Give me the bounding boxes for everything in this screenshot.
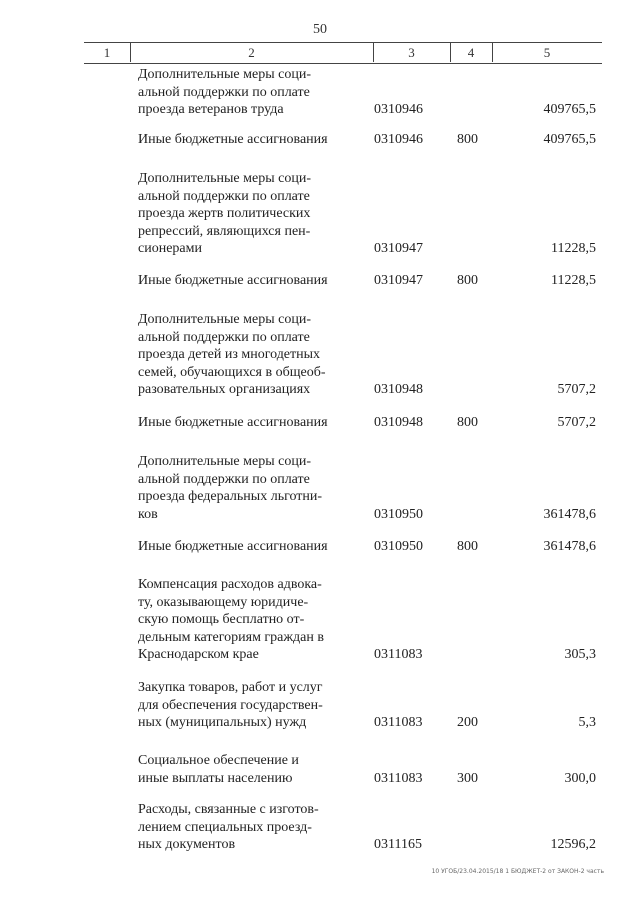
row-code: 0310950: [374, 539, 423, 554]
row-amount: 305,3: [564, 647, 596, 663]
description-line: Дополнительные меры соци-: [138, 171, 311, 186]
row-code: 0311083: [374, 715, 423, 731]
row-amount: 5,3: [578, 715, 596, 731]
row-expense-type: 800: [457, 273, 478, 288]
row-description: [138, 131, 346, 149]
description-line: Иные бюджетные ассигнования: [138, 415, 328, 430]
row-amount: 11228,5: [551, 273, 596, 288]
header-col-2: 2: [248, 45, 255, 60]
row-amount: 409765,5: [543, 102, 596, 118]
row-description: [138, 538, 346, 556]
header-col-5: 5: [543, 45, 551, 60]
description-line: Социальное обеспечение и: [138, 753, 299, 768]
description-line: Краснодарском крае: [138, 647, 259, 663]
description-line: альной поддержки по оплате: [138, 188, 310, 204]
row-expense-type: 800: [457, 132, 478, 147]
description-line: Дополнительные меры соци-: [138, 454, 311, 469]
row-code: 0310947: [374, 241, 423, 257]
description-line: альной поддержки по оплате: [138, 329, 310, 345]
row-amount: 409765,5: [543, 132, 596, 147]
row-code: 0310947: [374, 273, 423, 288]
row-amount: 12596,2: [550, 837, 596, 853]
row-amount: 361478,6: [543, 539, 596, 554]
description-line: ных (муниципальных) нужд: [138, 715, 307, 731]
description-line: ков: [138, 506, 158, 522]
description-line: альной поддержки по оплате: [138, 471, 310, 487]
row-description: [138, 679, 346, 732]
row-amount: 300,0: [564, 770, 596, 786]
row-description: [138, 311, 346, 399]
description-line: лением специальных проезд-: [138, 819, 312, 835]
row-expense-type: 300: [457, 770, 478, 786]
row-description: [138, 752, 346, 787]
description-line: семей, обучающихся в общеоб-: [138, 364, 326, 380]
row-code: 0310946: [374, 102, 423, 118]
description-line: Иные бюджетные ассигнования: [138, 273, 328, 288]
description-line: Иные бюджетные ассигнования: [138, 539, 328, 554]
row-code: 0311165: [374, 837, 422, 853]
description-line: Иные бюджетные ассигнования: [138, 132, 328, 147]
description-line: альной поддержки по оплате: [138, 84, 310, 100]
description-line: Расходы, связанные с изготов-: [138, 802, 319, 817]
row-description: [138, 453, 346, 523]
row-expense-type: 800: [457, 415, 478, 430]
row-code: 0310948: [374, 382, 423, 398]
row-code: 0310948: [374, 415, 423, 430]
row-code: 0311083: [374, 770, 423, 786]
row-amount: 5707,2: [557, 382, 596, 398]
row-code: 0311083: [374, 647, 423, 663]
description-line: скую помощь бесплатно от-: [138, 612, 305, 628]
description-line: проезда федеральных льготни-: [138, 489, 323, 505]
description-line: проезда детей из многодетных: [138, 347, 321, 363]
header-col-1: 1: [103, 45, 111, 60]
row-expense-type: 200: [457, 715, 478, 731]
description-line: проезда ветеранов труда: [138, 102, 284, 118]
row-amount: 5707,2: [557, 415, 596, 430]
description-line: сионерами: [138, 241, 202, 257]
description-line: Закупка товаров, работ и услуг: [138, 680, 323, 695]
description-line: проезда жертв политических: [138, 206, 311, 222]
description-line: для обеспечения государствен-: [138, 697, 323, 713]
row-description: [138, 576, 346, 664]
row-description: [138, 272, 346, 290]
row-description: [138, 66, 346, 119]
description-line: иные выплаты населению: [138, 770, 293, 786]
row-amount: 11228,5: [551, 241, 596, 257]
description-line: Компенсация расходов адвока-: [138, 577, 322, 592]
description-line: разовательных организациях: [138, 382, 311, 398]
row-description: [138, 170, 346, 258]
header-col-3: 3: [408, 45, 415, 60]
footer-file-path: 10 УГОБ/23.04.2015/18 1 БЮДЖЕТ-2 от ЗАКОН-2 часть: [431, 868, 604, 875]
description-line: Дополнительные меры соци-: [138, 67, 311, 82]
row-expense-type: 800: [457, 539, 478, 554]
description-line: репрессий, являющихся пен-: [138, 223, 311, 239]
header-col-4: 4: [467, 45, 475, 60]
description-line: дельным категориям граждан в: [138, 629, 324, 645]
description-line: ных документов: [138, 837, 236, 853]
description-line: ту, оказывающему юридиче-: [138, 594, 309, 610]
row-description: [138, 801, 346, 854]
row-amount: 361478,6: [543, 506, 596, 522]
row-code: 0310946: [374, 132, 423, 147]
row-code: 0310950: [374, 506, 423, 522]
description-line: Дополнительные меры соци-: [138, 312, 311, 327]
row-description: [138, 414, 346, 432]
page-number: 50: [313, 22, 327, 37]
